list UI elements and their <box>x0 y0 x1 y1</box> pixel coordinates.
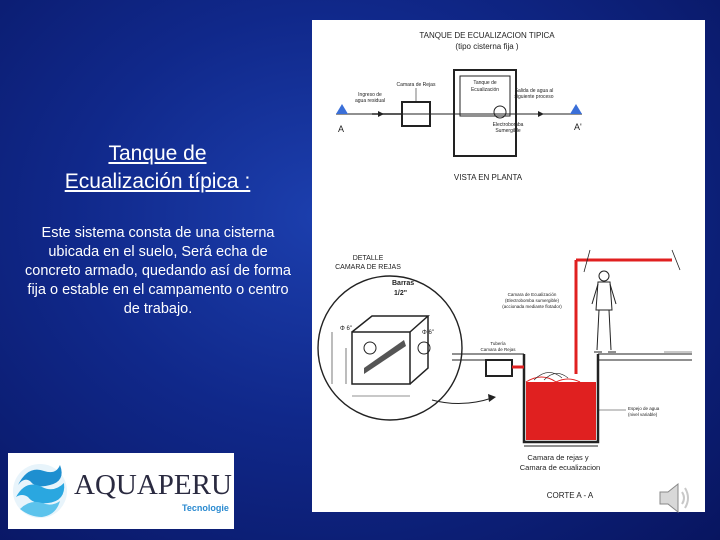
barras-size: 1/2" <box>394 290 408 297</box>
aquaperu-logo <box>8 453 234 529</box>
phi-right: Φ 6" <box>422 330 434 336</box>
detalle-label-1: DETALLE <box>352 255 384 262</box>
section-tuberia-label: Tubería <box>490 341 506 346</box>
espejo-label-1: Espejo de agua <box>628 406 660 411</box>
equalization-tank-diagram <box>312 20 705 512</box>
plan-ingreso-1: Ingreso de <box>358 92 382 98</box>
section-caption-2: Camara de ecualizacion <box>519 463 601 472</box>
detail-circle <box>318 276 462 420</box>
worker-figure-icon <box>592 271 616 352</box>
section-marker-a <box>336 104 348 114</box>
section-camara-rejas-label: Camara de Rejas <box>480 347 516 352</box>
diagram-svg <box>312 20 705 512</box>
plan-tank-label-2: Ecualización <box>470 87 500 93</box>
slide-body-text: Este sistema consta de una cisterna ubicada en el suelo, Será echa de concreto armado, quedando así de forma fija o estable en el campamento o centro de trabajo. <box>25 225 291 317</box>
logo-name: AQUAPERU <box>74 469 232 501</box>
espejo-label-2: (nivel variable) <box>628 412 658 417</box>
slide-title <box>20 140 295 196</box>
plan-salida-2: siguiente proceso <box>514 94 554 100</box>
plan-subtitle: (tipo cisterna fija ) <box>455 42 519 51</box>
detalle-label-2: CAMARA DE REJAS <box>335 264 401 271</box>
slide-title-line-2: Ecualización típica : <box>64 170 251 193</box>
camara-ecualiz-1: Camara de Ecualización <box>507 292 557 297</box>
section-caption-1: Camara de rejas y <box>527 453 589 462</box>
barras-label: Barras <box>392 280 415 287</box>
section-a-label: A <box>338 124 345 134</box>
slide-title-line-1: Tanque de <box>108 142 207 165</box>
logo-subtitle: Tecnologie <box>182 503 229 513</box>
plan-tank-label-1: Tanque de <box>473 80 497 86</box>
section-camara-rejas <box>486 360 512 376</box>
plan-salida-1: Salida de agua al <box>514 88 554 94</box>
section-marker-a-prime <box>570 104 582 114</box>
plan-bomba-1: Electrobomba <box>492 122 524 128</box>
plan-camara-rejas-label: Camara de Rejas <box>396 82 436 88</box>
water-swirl-icon <box>10 455 74 527</box>
section-corte-caption: CORTE A - A <box>546 491 594 500</box>
plan-title: TANQUE DE ECUALIZACION TIPICA <box>419 31 555 40</box>
section-a-prime-label: A' <box>574 122 582 132</box>
section-water <box>526 382 596 440</box>
plan-caption: VISTA EN PLANTA <box>453 173 523 182</box>
plan-ingreso-2: agua residual <box>354 98 386 104</box>
phi-left: Φ 6" <box>340 326 352 332</box>
camara-ecualiz-2: (Electrobomba sumergible) <box>504 298 560 303</box>
camara-ecualiz-3: (accionada mediante flotador) <box>502 304 562 309</box>
speaker-icon[interactable] <box>654 478 694 518</box>
plan-bomba-2: Sumergible <box>495 128 521 134</box>
